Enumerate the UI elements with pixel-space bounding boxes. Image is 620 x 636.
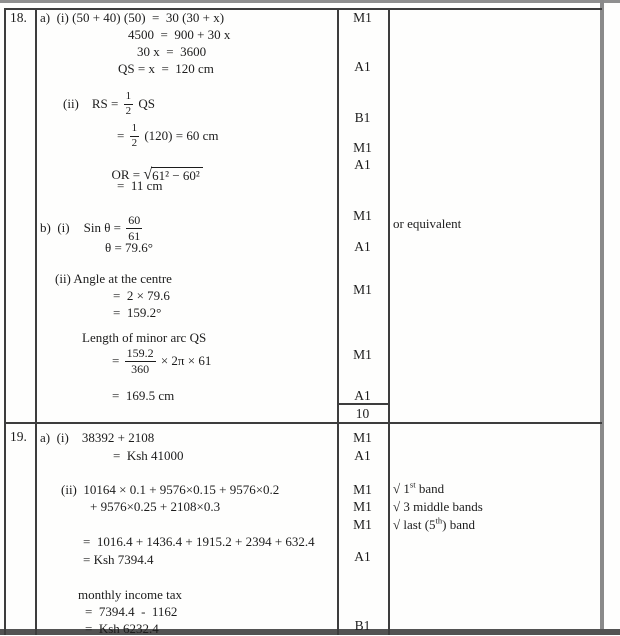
marks-column-rule (337, 8, 339, 635)
working-line: = Ksh 6232.4 (85, 621, 159, 636)
table-left-rule (4, 8, 6, 635)
comment-column-rule (388, 8, 390, 635)
working-line: 4500 = 900 + 30 x (128, 27, 231, 42)
part-label: (ii) (63, 96, 79, 111)
math-text: × 2π × 61 (157, 353, 212, 368)
qnum-column-rule (35, 8, 37, 635)
checkmark-text: √ 3 middle bands (393, 499, 483, 514)
working-line: = 1016.4 + 1436.4 + 1915.2 + 2394 + 632.4 (83, 534, 315, 549)
scan-edge-right (600, 0, 604, 635)
working-line: = 159.2° (113, 305, 162, 320)
working-line: = 7394.4 - 1162 (85, 604, 178, 619)
working-line: a) (i) (50 + 40) (50) = 30 (30 + x) (40, 10, 225, 25)
math-text: OR = (111, 167, 144, 182)
working-line: (ii) 10164 × 0.1 + 9576×0.15 + 9576×0.2 (61, 482, 280, 497)
mark-cell: A1 (354, 157, 371, 172)
working-line: (ii) Angle at the centre (55, 271, 172, 286)
math-text: (120) = 60 cm (141, 128, 219, 143)
question-number: 18. (10, 10, 27, 25)
question-number: 19. (10, 429, 27, 444)
math-text: RS = (91, 96, 122, 111)
fraction: $\frac{60}{61}$ (128, 212, 141, 243)
fraction: $\frac{159.2}{360}$ (126, 345, 154, 376)
checkmark-text: √ 1 (393, 481, 410, 496)
mark-cell: M1 (353, 282, 372, 297)
comment-middle-bands (393, 499, 483, 514)
math-text: Sin θ = (83, 220, 125, 235)
mark-cell: M1 (353, 140, 372, 155)
working-line (40, 213, 144, 243)
mark-cell: A1 (354, 239, 371, 254)
mark-cell: M1 (353, 499, 372, 514)
working-line: QS = x = 120 cm (118, 61, 214, 76)
mark-cell: A1 (354, 388, 371, 403)
working-line (117, 121, 218, 151)
comment-first-band (393, 481, 444, 496)
working-line: = Ksh 41000 (113, 448, 184, 463)
working-line: 30 x = 3600 (137, 44, 207, 59)
working-line: = 2 × 79.6 (113, 288, 170, 303)
mark-cell: M1 (353, 482, 372, 497)
working-line: Length of minor arc QS (82, 330, 207, 345)
ordinal-superscript: th (435, 515, 443, 526)
mark-cell: A1 (354, 549, 371, 564)
math-text: = (112, 353, 123, 368)
working-line: monthly income tax (78, 587, 182, 602)
radical-icon: √ (143, 166, 153, 183)
mark-cell: M1 (353, 347, 372, 362)
scan-edge-top (0, 0, 620, 3)
comment-or-equivalent: or equivalent (393, 216, 462, 231)
checkmark-text: ) band (442, 517, 476, 532)
question-separator-rule (4, 422, 602, 424)
working-line (112, 346, 211, 376)
mark-cell: M1 (353, 517, 372, 532)
mark-cell: B1 (354, 110, 371, 125)
square-root: √ 61² − 60² (143, 167, 202, 183)
working-line: a) (i) 38392 + 2108 (40, 430, 155, 445)
working-line: + 9576×0.25 + 2108×0.3 (90, 499, 221, 514)
working-line: = 169.5 cm (112, 388, 175, 403)
fraction: $\frac{1}{2}$ (131, 121, 138, 149)
mark-cell: B1 (354, 618, 371, 633)
math-text: QS (135, 96, 155, 111)
mark-cell: A1 (354, 448, 371, 463)
comment-last-band (393, 517, 475, 532)
mark-cell: A1 (354, 59, 371, 74)
mark-cell: M1 (353, 208, 372, 223)
working-line: = 11 cm (117, 178, 163, 193)
mark-cell: M1 (353, 430, 372, 445)
checkmark-text: band (415, 481, 445, 496)
checkmark-text: √ last (5 (393, 517, 436, 532)
working-line: = Ksh 7394.4 (83, 552, 154, 567)
part-label: b) (i) (40, 220, 70, 235)
fraction: $\frac{1}{2}$ (125, 89, 132, 117)
total-marks: 10 (355, 406, 370, 421)
mark-cell: M1 (353, 10, 372, 25)
working-line: θ = 79.6° (105, 240, 154, 255)
math-text: = (117, 128, 128, 143)
ordinal-superscript: st (409, 479, 416, 490)
total-row-rule (337, 403, 389, 405)
working-line (63, 89, 155, 119)
